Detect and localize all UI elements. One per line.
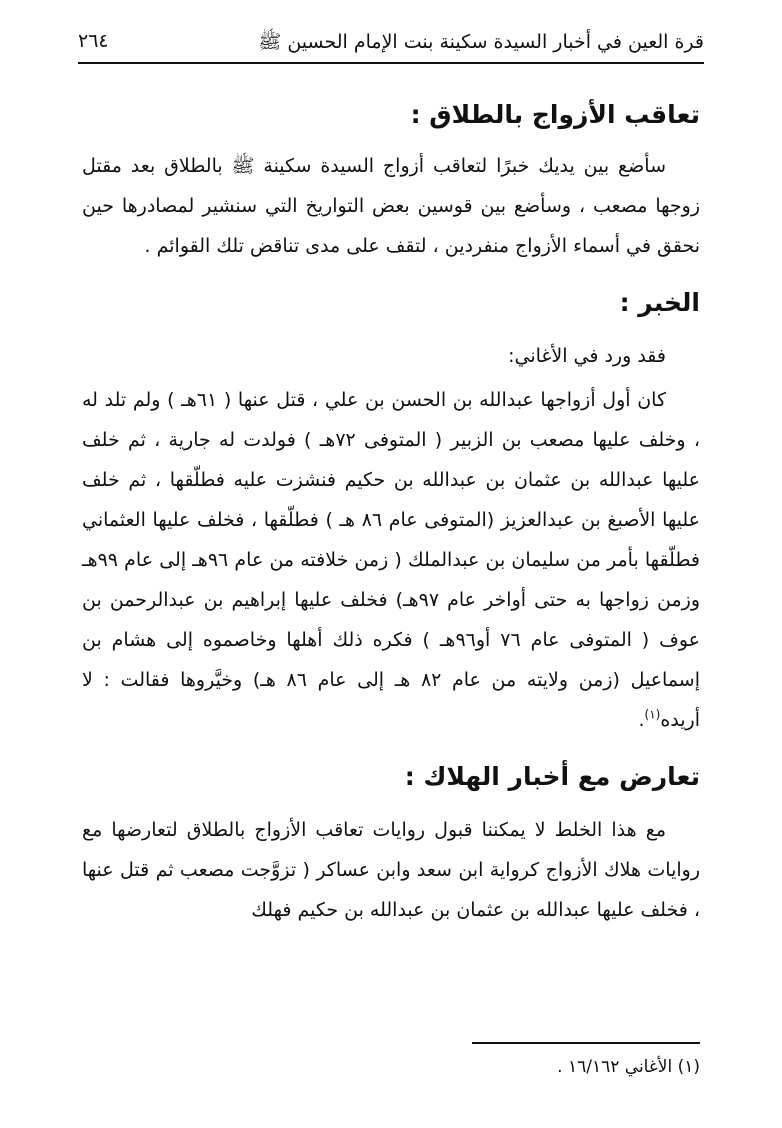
footnote-divider <box>472 1042 700 1044</box>
footnote-1: (١) الأغاني ١٦/١٦٢ . <box>557 1057 700 1077</box>
conflict-paragraph: مع هذا الخلط لا يمكننا قبول روايات تعاقب الأزواج بالطلاق لتعارضها مع روايات هلاك الأزواج كرواية ابن سعد وابن عساكر ( تزوَّجت مصعب ثم قتل عنها ، فخلف عليها عبدالله بن عثمان بن عبدالله بن حكيم فهلك <box>82 819 700 921</box>
page-number: ٢٦٤ <box>78 30 109 52</box>
report-paragraph <box>82 380 700 740</box>
report-paragraph-text: كان أول أزواجها عبدالله بن الحسن بن علي ، قتل عنها ( ٦١هـ ) ولم تلد له ، وخلف عليها مصعب بن الزبير ( المتوفى ٧٢هـ ) فولدت له جارية ، ثم خلف عليها عبدالله بن عثمان بن عبدالله بن حكيم فنشزت عليه فطلّقها ، ثم خلف عليها الأصبغ بن عبدالعزيز (المتوفى عام ٨٦ هـ ) فطلّقها ، فخلف عليها العثماني فطلّقها بأمر من سليمان بن عبدالملك ( زمن خلافته من عام ٩٦هـ إلى عام ٩٩هـ وزمن زواجها به حتى أواخر عام ٩٧هـ) فخلف عليها إبراهيم بن عبدالرحمن بن عوف ( المتوفى عام ٧٦ أو٩٦هـ ) فكره ذلك أهلها وخاصموه إلى هشام بن إسماعيل (زمن ولايته من عام ٨٢ هـ إلى عام ٨٦ هـ) وخيَّروها فقالت : لا أريده <box>82 389 701 731</box>
page-body <box>82 92 700 930</box>
footnote-reference[interactable]: (١) <box>644 707 661 722</box>
running-header <box>78 22 704 64</box>
report-intro: فقد ورد في الأغاني: <box>508 345 666 367</box>
conflict-heading: تعارض مع أخبار الهلاك : <box>404 762 700 791</box>
divorce-paragraph: سأضع بين يديك خبرًا لتعاقب أزواج السيدة سكينة ﷺ بالطلاق بعد مقتل زوجها مصعب ، وسأضع بين قوسين بعض التواريخ التي سنشير لمصادرها حين نحقق في أسماء الأزواج منفردين ، لتقف على مدى تناقض تلك القوائم . <box>82 155 700 257</box>
book-title: قرة العين في أخبار السيدة سكينة بنت الإمام الحسين ﷺ <box>258 31 704 53</box>
report-heading: الخبر : <box>619 288 700 317</box>
report-paragraph-end: . <box>638 709 645 731</box>
divorce-heading: تعاقب الأزواج بالطلاق : <box>410 100 700 129</box>
